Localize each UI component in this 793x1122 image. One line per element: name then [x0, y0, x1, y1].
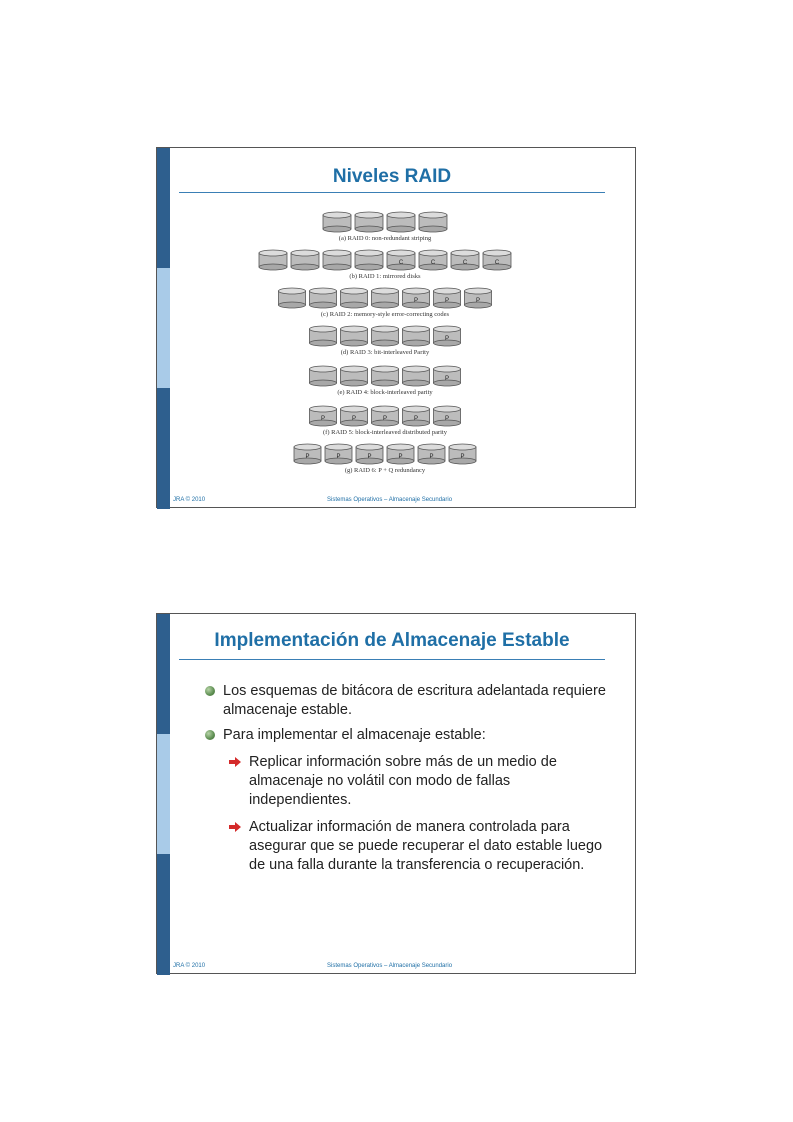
- disk-icon: [387, 444, 414, 464]
- bullet-dot-icon: [205, 686, 215, 696]
- svg-text:P: P: [429, 454, 434, 460]
- disk-icon: [355, 250, 383, 270]
- svg-text:C: C: [430, 260, 436, 266]
- disk-icon: [403, 406, 430, 426]
- disk-icon: [325, 444, 352, 464]
- svg-text:C: C: [462, 260, 468, 266]
- disk-icon: [372, 366, 399, 386]
- slide-stable-storage: [156, 613, 636, 974]
- svg-text:P: P: [398, 454, 403, 460]
- svg-text:P: P: [460, 454, 465, 460]
- svg-text:P: P: [444, 336, 450, 342]
- disk-icon: [403, 366, 430, 386]
- raid-caption: (g) RAID 6: P + Q redundancy: [344, 467, 426, 474]
- slide-raid-levels: [156, 147, 636, 508]
- slide-title: Niveles RAID: [332, 166, 452, 187]
- svg-text:P: P: [367, 454, 372, 460]
- disk-icon: [294, 444, 321, 464]
- raid-levels-diagram: [157, 148, 637, 509]
- disk-icon: [403, 288, 430, 308]
- footer-left: JRA © 2010: [173, 963, 206, 969]
- arrow-icon: [229, 757, 241, 767]
- svg-text:P: P: [305, 454, 310, 460]
- footer-center: Sistemas Operativos – Almacenaje Secundario: [327, 497, 453, 503]
- footer-center: Sistemas Operativos – Almacenaje Secundario: [327, 963, 453, 969]
- disk-icon: [310, 366, 337, 386]
- disk-icon: [310, 288, 337, 308]
- disk-icon: [372, 326, 399, 346]
- disk-icon: [372, 406, 399, 426]
- disk-icon: [419, 212, 447, 232]
- disk-icon: [310, 326, 337, 346]
- title-divider: [179, 659, 605, 660]
- disk-icon: [451, 250, 479, 270]
- disk-icon: [434, 406, 461, 426]
- svg-text:P: P: [336, 454, 341, 460]
- disk-icon: [483, 250, 511, 270]
- disk-icon: [434, 326, 461, 346]
- disk-icon: [323, 250, 351, 270]
- bullet-list: [205, 682, 611, 875]
- disk-icon: [341, 326, 368, 346]
- disk-icon: [419, 250, 447, 270]
- disk-icon: [355, 212, 383, 232]
- disk-icon: [372, 288, 399, 308]
- sub-bullet-text: Replicar información sobre más de un medio de almacenaje no volátil con modo de fallas independientes.: [249, 754, 557, 808]
- bullet-text: Para implementar el almacenaje estable:: [223, 727, 486, 743]
- raid-caption: (e) RAID 4: block-interleaved parity: [337, 389, 433, 396]
- disk-icon: [259, 250, 287, 270]
- svg-text:P: P: [413, 416, 419, 422]
- raid-caption: (f) RAID 5: block-interleaved distributed parity: [322, 429, 448, 436]
- disk-icon: [418, 444, 445, 464]
- svg-text:P: P: [444, 376, 450, 382]
- arrow-icon: [229, 822, 241, 832]
- disk-icon: [341, 288, 368, 308]
- svg-text:P: P: [351, 416, 357, 422]
- sub-bullet-item: [229, 818, 611, 875]
- raid-caption: (d) RAID 3: bit-interleaved Parity: [340, 349, 430, 356]
- disk-icon: [356, 444, 383, 464]
- svg-text:C: C: [398, 260, 404, 266]
- bullet-item: [205, 726, 611, 745]
- disk-icon: [310, 406, 337, 426]
- disk-icon: [291, 250, 319, 270]
- svg-text:P: P: [413, 298, 419, 304]
- slide-sidebar: [157, 614, 170, 973]
- disk-icon: [279, 288, 306, 308]
- sub-bullet-item: [229, 753, 611, 810]
- bullet-dot-icon: [205, 730, 215, 740]
- svg-text:C: C: [494, 260, 500, 266]
- disk-icon: [449, 444, 476, 464]
- bullet-text: Los esquemas de bitácora de escritura adelantada requiere almacenaje estable.: [223, 683, 606, 718]
- disk-icon: [323, 212, 351, 232]
- svg-text:P: P: [444, 416, 450, 422]
- raid-caption: (a) RAID 0: non-redundant striping: [338, 235, 432, 242]
- svg-text:P: P: [320, 416, 326, 422]
- disk-icon: [434, 366, 461, 386]
- disk-icon: [403, 326, 430, 346]
- slide-title: Implementación de Almacenaje Estable: [214, 630, 570, 651]
- disk-icon: [341, 406, 368, 426]
- raid-caption: (b) RAID 1: mirrored disks: [349, 273, 421, 280]
- bullet-item: [205, 682, 611, 720]
- disk-icon: [465, 288, 492, 308]
- sub-bullet-text: Actualizar información de manera controlada para asegurar que se puede recuperar el dato estable luego de una falla durante la transferencia o recuperación.: [249, 819, 603, 873]
- raid-caption: (c) RAID 2: memory-style error-correcting codes: [320, 311, 450, 318]
- footer-left: JRA © 2010: [173, 497, 206, 503]
- disk-icon: [341, 366, 368, 386]
- svg-text:P: P: [382, 416, 388, 422]
- disk-icon: [387, 250, 415, 270]
- disk-icon: [387, 212, 415, 232]
- svg-text:P: P: [444, 298, 450, 304]
- svg-text:P: P: [475, 298, 481, 304]
- disk-icon: [434, 288, 461, 308]
